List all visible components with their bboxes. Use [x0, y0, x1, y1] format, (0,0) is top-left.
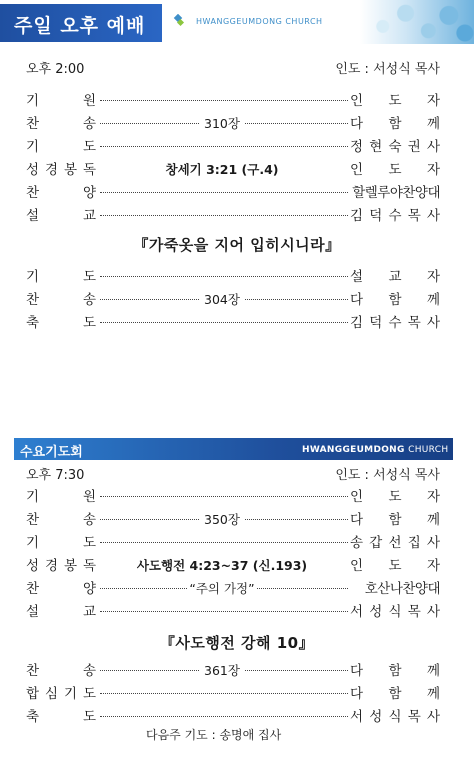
dotted-leader [100, 542, 348, 543]
order-person [350, 92, 440, 110]
order-label [26, 685, 96, 703]
dotted-leader [100, 588, 187, 589]
sunday-time: 오후 2:00 [26, 62, 85, 77]
order-label-char: 봉 [63, 558, 78, 574]
order-detail: 사도행전 4:23~37 (신.193) [136, 558, 308, 573]
order-person-char: 목 [407, 709, 421, 725]
order-person-char: 설 [350, 269, 364, 285]
order-person-char: 서 [350, 709, 364, 725]
order-person-char: 목 [407, 208, 421, 224]
order-row [26, 488, 440, 506]
church-logo-icon [172, 14, 186, 28]
order-label-char: 도 [82, 535, 96, 551]
order-person-char: 사 [426, 535, 440, 551]
order-row [26, 161, 440, 179]
order-person-char: 호산나찬양대 [364, 581, 440, 597]
dotted-leader [100, 519, 199, 520]
order-label-char: 기 [26, 139, 40, 155]
wednesday-leader: 인도 : 서성식 목사 [335, 468, 440, 483]
order-person-char: 수 [388, 315, 402, 331]
dotted-leader [245, 519, 348, 520]
order-label [26, 488, 96, 506]
order-person [350, 268, 440, 286]
order-person [350, 291, 440, 309]
order-person [350, 708, 440, 726]
order-row [26, 138, 440, 156]
order-person-char: 사 [426, 604, 440, 620]
wednesday-sermon-title: 『사도행전 강해 10』 [159, 634, 315, 652]
order-label-char: 송 [82, 663, 96, 679]
order-person-char: 사 [426, 139, 440, 155]
order-label-char: 도 [82, 269, 96, 285]
order-label-char: 찬 [26, 512, 40, 528]
order-detail: 310장 [204, 116, 240, 131]
order-label [26, 662, 96, 680]
order-person-char: 자 [426, 558, 440, 574]
order-row [26, 207, 440, 225]
order-person-char: 께 [426, 512, 440, 528]
order-person-char: 도 [388, 558, 402, 574]
dotted-leader [245, 123, 348, 124]
order-person-char: 께 [426, 663, 440, 679]
order-row [26, 580, 440, 598]
order-detail: “주의 가정” [189, 581, 255, 596]
order-person-char: 현 [369, 139, 383, 155]
order-label [26, 184, 96, 202]
order-person [350, 184, 440, 202]
order-label-char: 성 [26, 162, 40, 178]
order-person [350, 685, 440, 703]
order-label-char: 합 [26, 686, 40, 702]
dotted-leader [245, 299, 348, 300]
order-person [350, 557, 440, 575]
order-label-char: 심 [44, 686, 59, 702]
dotted-leader [100, 611, 348, 612]
order-person-char: 께 [426, 292, 440, 308]
order-row [26, 268, 440, 286]
order-person-char: 서 [350, 604, 364, 620]
order-label-char: 찬 [26, 185, 40, 201]
order-person-char: 함 [388, 292, 402, 308]
dotted-leader [100, 123, 199, 124]
header-decoration [360, 0, 474, 44]
sunday-church-name: HWANGGEUMDONG CHURCH [196, 17, 323, 26]
order-person-char: 할렐루야찬양대 [352, 185, 440, 201]
dotted-leader [100, 215, 348, 216]
order-label-char: 축 [26, 709, 40, 725]
order-label-char: 기 [26, 489, 40, 505]
order-person-char: 권 [407, 139, 421, 155]
order-person-char: 식 [388, 709, 402, 725]
wednesday-time: 오후 7:30 [26, 468, 85, 483]
order-label-char: 교 [82, 208, 96, 224]
order-person-char: 목 [407, 315, 421, 331]
order-person-char: 인 [350, 489, 364, 505]
sunday-title: 주일 오후 예배 [14, 15, 146, 37]
order-label-char: 봉 [63, 162, 78, 178]
order-row [26, 685, 440, 703]
order-label-char: 원 [82, 489, 96, 505]
order-label [26, 207, 96, 225]
order-row [26, 511, 440, 529]
order-label [26, 115, 96, 133]
order-person-char: 자 [426, 93, 440, 109]
sunday-sermon-title: 『가죽옷을 지어 입히시니라』 [133, 236, 341, 254]
order-person [350, 603, 440, 621]
dotted-leader [100, 693, 348, 694]
order-label [26, 268, 96, 286]
order-label-char: 양 [82, 185, 96, 201]
order-label-char: 교 [82, 604, 96, 620]
order-person [350, 207, 440, 225]
order-label [26, 557, 96, 575]
order-row [26, 662, 440, 680]
order-person-char: 다 [350, 116, 364, 132]
order-label-char: 찬 [26, 116, 40, 132]
order-person [350, 662, 440, 680]
order-person-char: 도 [388, 489, 402, 505]
order-label-char: 독 [82, 162, 96, 178]
order-person-char: 다 [350, 292, 364, 308]
order-label [26, 291, 96, 309]
order-label [26, 511, 96, 529]
order-person-char: 목 [407, 604, 421, 620]
order-label [26, 534, 96, 552]
order-person-char: 선 [388, 535, 402, 551]
order-row [26, 184, 440, 202]
order-label-char: 기 [26, 93, 40, 109]
order-row [26, 92, 440, 110]
order-person-char: 송 [350, 535, 364, 551]
order-person-char: 자 [426, 269, 440, 285]
order-label [26, 580, 96, 598]
order-label-char: 도 [82, 709, 96, 725]
order-label-char: 송 [82, 116, 96, 132]
dotted-leader [100, 299, 199, 300]
order-label [26, 708, 96, 726]
order-person-char: 인 [350, 93, 364, 109]
order-label-char: 도 [82, 139, 96, 155]
order-label-char: 송 [82, 512, 96, 528]
order-label-char: 경 [44, 558, 59, 574]
order-person-char: 성 [369, 604, 383, 620]
order-person [350, 161, 440, 179]
order-label-char: 기 [26, 269, 40, 285]
order-person-char: 김 [350, 208, 364, 224]
order-person-char: 함 [388, 512, 402, 528]
order-person-char: 께 [426, 116, 440, 132]
next-week-prayer: 다음주 기도 : 송명애 집사 [146, 728, 282, 742]
order-detail: 304장 [204, 292, 240, 307]
order-person [350, 488, 440, 506]
order-person-char: 다 [350, 512, 364, 528]
order-person-char: 함 [388, 686, 402, 702]
order-row [26, 534, 440, 552]
order-person-char: 함 [388, 663, 402, 679]
order-label-char: 경 [44, 162, 59, 178]
order-label-char: 기 [63, 686, 78, 702]
order-label-char: 도 [82, 686, 96, 702]
order-row [26, 603, 440, 621]
order-label [26, 314, 96, 332]
order-detail: 350장 [204, 512, 240, 527]
order-person-char: 정 [350, 139, 364, 155]
dotted-leader [100, 146, 348, 147]
order-label-char: 설 [26, 604, 40, 620]
order-person-char: 숙 [388, 139, 402, 155]
order-label [26, 92, 96, 110]
dotted-leader [245, 670, 348, 671]
order-row [26, 557, 440, 575]
order-person-char: 도 [388, 93, 402, 109]
order-person-char: 식 [388, 604, 402, 620]
order-person-char: 김 [350, 315, 364, 331]
order-label-char: 찬 [26, 663, 40, 679]
dotted-leader [100, 670, 199, 671]
order-label-char: 도 [82, 315, 96, 331]
order-detail: 창세기 3:21 (구.4) [165, 162, 279, 177]
order-person [350, 314, 440, 332]
order-label-char: 원 [82, 93, 96, 109]
dotted-leader [100, 496, 348, 497]
dotted-leader [100, 322, 348, 323]
order-detail: 361장 [204, 663, 240, 678]
order-label [26, 138, 96, 156]
order-person-char: 사 [426, 208, 440, 224]
order-label [26, 603, 96, 621]
dotted-leader [100, 192, 348, 193]
order-label-char: 축 [26, 315, 40, 331]
dotted-leader [100, 100, 348, 101]
order-person-char: 함 [388, 116, 402, 132]
order-person-char: 집 [407, 535, 421, 551]
order-label-char: 독 [82, 558, 96, 574]
order-label-char: 찬 [26, 292, 40, 308]
wednesday-title: 수요기도회 [20, 445, 83, 460]
order-label-char: 성 [26, 558, 40, 574]
sunday-leader: 인도 : 서성식 목사 [335, 62, 440, 77]
order-person [350, 138, 440, 156]
order-label [26, 161, 96, 179]
order-person-char: 다 [350, 663, 364, 679]
order-row [26, 291, 440, 309]
order-label-char: 양 [82, 581, 96, 597]
order-person [350, 115, 440, 133]
order-person [350, 580, 440, 598]
dotted-leader [100, 276, 348, 277]
order-person-char: 사 [426, 709, 440, 725]
order-person-char: 교 [388, 269, 402, 285]
dotted-leader [257, 588, 348, 589]
order-person-char: 께 [426, 686, 440, 702]
order-person-char: 자 [426, 489, 440, 505]
order-person-char: 성 [369, 709, 383, 725]
dotted-leader [100, 716, 348, 717]
order-person-char: 갑 [369, 535, 383, 551]
order-person-char: 덕 [369, 315, 383, 331]
order-person-char: 수 [388, 208, 402, 224]
order-person-char: 인 [350, 162, 364, 178]
order-person-char: 인 [350, 558, 364, 574]
order-label-char: 설 [26, 208, 40, 224]
order-row [26, 314, 440, 332]
order-label-char: 송 [82, 292, 96, 308]
order-person [350, 511, 440, 529]
order-person-char: 사 [426, 315, 440, 331]
order-person-char: 자 [426, 162, 440, 178]
order-label-char: 기 [26, 535, 40, 551]
order-row [26, 115, 440, 133]
order-person [350, 534, 440, 552]
wednesday-church-name [302, 445, 448, 455]
church-name-bold: HWANGGEUMDONG [302, 445, 405, 455]
order-row [26, 708, 440, 726]
order-person-char: 덕 [369, 208, 383, 224]
order-person-char: 다 [350, 686, 364, 702]
order-label-char: 찬 [26, 581, 40, 597]
order-person-char: 도 [388, 162, 402, 178]
church-name-light: CHURCH [408, 445, 449, 455]
